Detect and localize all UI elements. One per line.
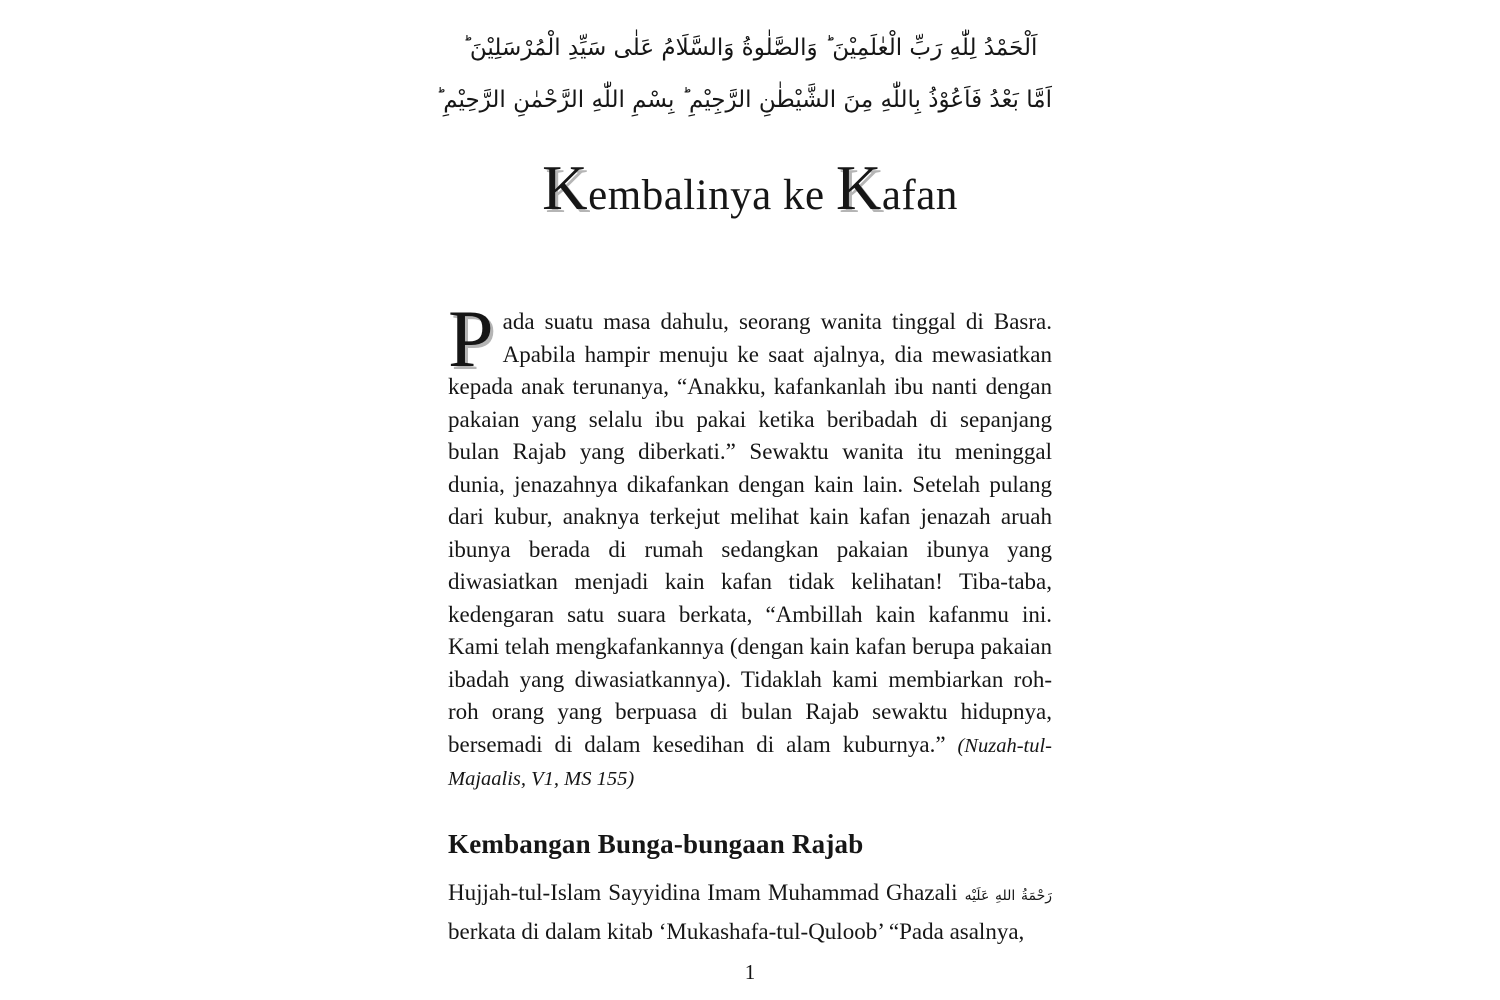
section-text-before: Hujjah-tul-Islam Sayyidina Imam Muhammad Ghazali bbox=[448, 879, 965, 905]
arabic-line-2: اَمَّا بَعْدُ فَاَعُوْذُ بِاللّٰهِ مِنَ الشَّيْطٰنِ الرَّجِيْمِ ؕ بِسْمِ اللّٰهِ الرَّحْمٰنِ الرَّحِيْمِ ؕ bbox=[435, 87, 1052, 113]
page-content bbox=[435, 0, 1052, 985]
title-text-1: embalinya ke bbox=[588, 172, 836, 219]
section-heading: Kembangan Bunga-bungaan Rajab bbox=[448, 828, 864, 859]
section-text-after: berkata di dalam kitab ‘Mukashafa-tul-Quloob’ “Pada asalnya, bbox=[448, 918, 1025, 944]
title-initial-cap-1: K bbox=[542, 153, 589, 223]
arabic-header bbox=[435, 0, 1052, 126]
story-paragraph bbox=[448, 293, 1052, 796]
title-initial-cap-2: K bbox=[835, 153, 882, 223]
story-text: ada suatu masa dahulu, seorang wanita tinggal di Basra. Apabila hampir menuju ke saat ajalnya, dia mewasiatkan kepada anak terunanya, “Anakku, kafankanlah ibu nanti dengan pakaian yang selalu ibu pakai ketika beribadah di sepanjang bulan Rajab yang diberkati.” Sewaktu wanita itu meninggal dunia, jenazahnya dikafankan dengan kain lain. Setelah pulang dari kubur, anaknya terkejut melihat kain kafan jenazah aruah ibunya berada di rumah sedangkan pakaian ibunya yang diwasiatkan menjadi kain kafan tidak kelihatan! Tiba-taba, kedengaran satu suara berkata, “Ambillah kain kafanmu ini. Kami telah mengkafankannya (dengan kain kafan berupa pakaian ibadah yang diwasiatkannya). Tidaklah kami membiarkan roh-roh orang yang berpuasa di bulan Rajab sewaktu hidupnya, bersemadi di dalam kesedihan di alam kuburnya.” bbox=[448, 309, 1052, 757]
arabic-line-1: اَلْحَمْدُ لِلّٰهِ رَبِّ الْعٰلَمِيْنَ ؕ وَالصَّلٰوةُ وَالسَّلَامُ عَلٰى سَيِّدِ الْمُرْسَلِيْنَ ؕ bbox=[462, 35, 1038, 61]
arabic-honorific: رَحْمَةُ اللهِ عَلَيْه bbox=[964, 887, 1052, 904]
title-text-2: afan bbox=[881, 172, 958, 219]
drop-cap: P bbox=[448, 293, 494, 384]
section-paragraph bbox=[448, 875, 1052, 950]
story-citation: (Nuzah-tul-Majaalis, V1, MS 155) bbox=[448, 734, 1052, 790]
page-number: 1 bbox=[744, 959, 756, 984]
page-title bbox=[448, 152, 1052, 224]
